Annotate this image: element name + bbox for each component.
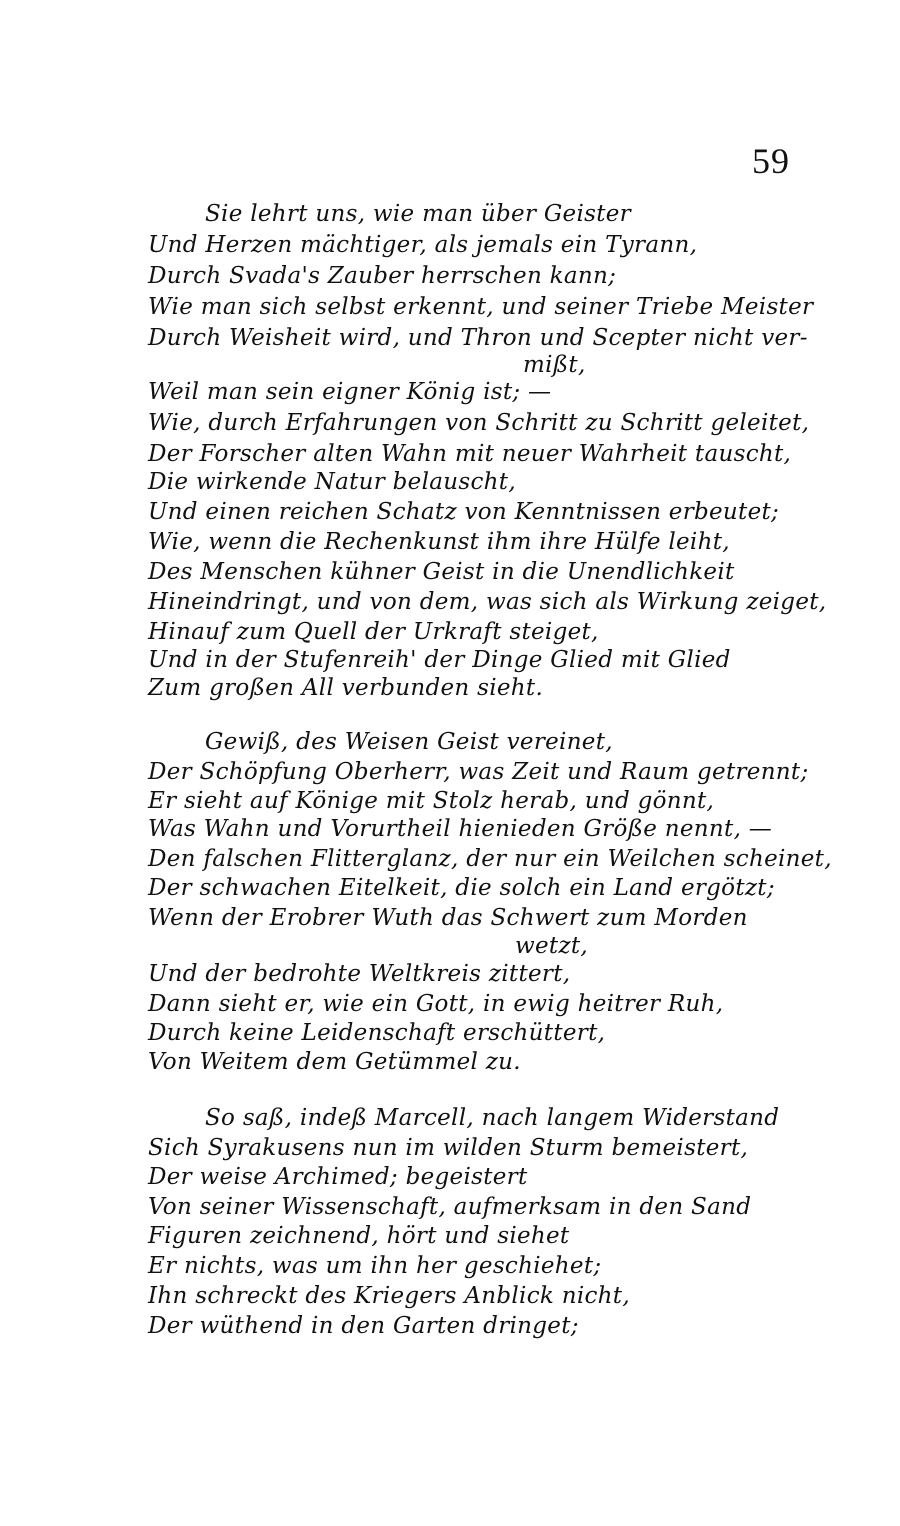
- page-number: 59: [752, 141, 790, 181]
- poem-line: Er nichts, was um ihn her geschiehet;: [148, 1253, 602, 1279]
- poem-line: Gewiß, des Weisen Geist vereinet,: [205, 729, 613, 755]
- poem-line: Durch Svada's Zauber herrschen kann;: [148, 263, 617, 289]
- poem-line: Und der bedrohte Weltkreis zittert,: [148, 961, 571, 987]
- poem-line-continuation: mißt,: [523, 352, 586, 378]
- poem-line: Der Forscher alten Wahn mit neuer Wahrheit tauscht,: [148, 441, 792, 467]
- poem-line: Der weise Archimed; begeistert: [148, 1164, 528, 1190]
- poem-line: Durch keine Leidenschaft erschüttert,: [148, 1020, 606, 1046]
- poem-line: Hineindringt, und von dem, was sich als Wirkung zeiget,: [148, 589, 827, 615]
- poem-line: Von Weitem dem Getümmel zu.: [148, 1049, 521, 1075]
- poem-line: Der Schöpfung Oberherr, was Zeit und Raum getrennt;: [148, 759, 809, 785]
- poem-line: Wie, durch Erfahrungen von Schritt zu Schritt geleitet,: [148, 410, 810, 436]
- poem-line: Weil man sein eigner König ist; —: [148, 379, 552, 405]
- poem-line: Und einen reichen Schatz von Kenntnissen erbeutet;: [148, 499, 780, 525]
- poem-line: Hinauf zum Quell der Urkraft steiget,: [148, 619, 599, 645]
- poem-line: Der wüthend in den Garten dringet;: [148, 1313, 579, 1339]
- poem-line: Wie man sich selbst erkennt, und seiner Triebe Meister: [148, 294, 814, 320]
- poem-line: Der schwachen Eitelkeit, die solch ein Land ergötzt;: [148, 875, 775, 901]
- poem-line: Von seiner Wissenschaft, aufmerksam in den Sand: [148, 1194, 752, 1220]
- poem-line: Sie lehrt uns, wie man über Geister: [205, 201, 631, 227]
- poem-line: Er sieht auf Könige mit Stolz herab, und gönnt,: [148, 788, 715, 814]
- poem-line: So saß, indeß Marcell, nach langem Widerstand: [205, 1105, 780, 1131]
- poem-line: Ihn schreckt des Kriegers Anblick nicht,: [148, 1283, 630, 1309]
- poem-line: Wenn der Erobrer Wuth das Schwert zum Morden: [148, 905, 748, 931]
- poem-line: Zum großen All verbunden sieht.: [148, 675, 544, 701]
- poem-line: Die wirkende Natur belauscht,: [148, 469, 516, 495]
- poem-line: Und Herzen mächtiger, als jemals ein Tyrann,: [148, 232, 698, 258]
- poem-line: Dann sieht er, wie ein Gott, in ewig heitrer Ruh,: [148, 991, 724, 1017]
- poem-line: Des Menschen kühner Geist in die Unendlichkeit: [148, 559, 735, 585]
- poem-line: Und in der Stufenreih' der Dinge Glied mit Glied: [148, 647, 731, 673]
- poem-line: Sich Syrakusens nun im wilden Sturm bemeistert,: [148, 1135, 749, 1161]
- poem-line: Durch Weisheit wird, und Thron und Scepter nicht ver-: [148, 325, 808, 351]
- poem-line: Was Wahn und Vorurtheil hienieden Größe nennt, —: [148, 816, 773, 842]
- poem-line: Den falschen Flitterglanz, der nur ein Weilchen scheinet,: [148, 846, 832, 872]
- poem-line-continuation: wetzt,: [515, 933, 589, 959]
- poem-line: Figuren zeichnend, hört und siehet: [148, 1223, 570, 1249]
- poem-line: Wie, wenn die Rechenkunst ihm ihre Hülfe leiht,: [148, 529, 730, 555]
